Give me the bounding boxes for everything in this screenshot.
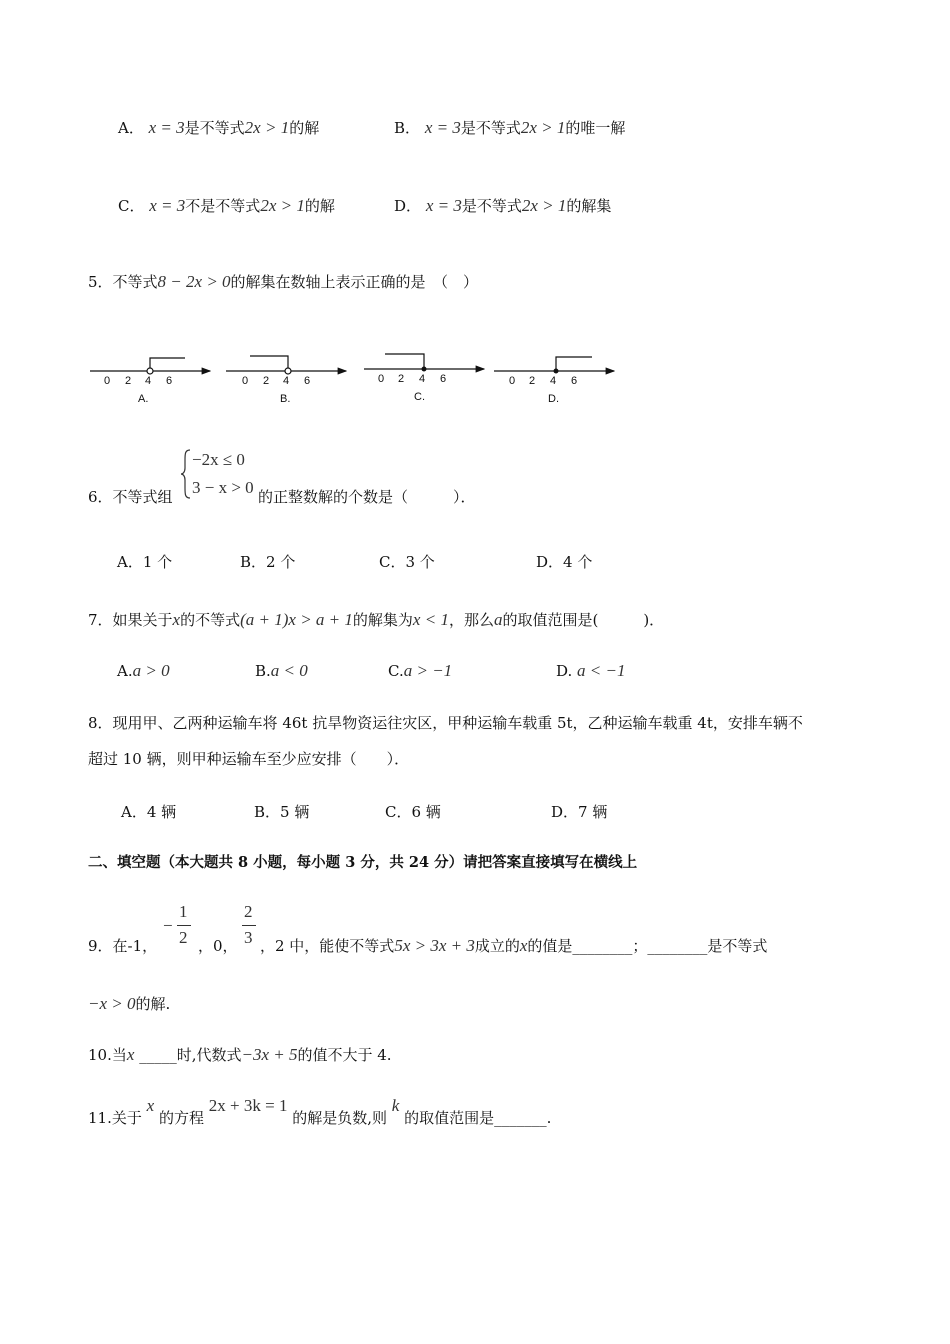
option-text: D．4 个	[536, 553, 593, 571]
option-text: C．3 个	[379, 553, 435, 571]
line-caption: A.	[138, 393, 149, 405]
fraction-numerator: 1	[179, 902, 188, 921]
closed-dot	[554, 369, 559, 374]
q8-option-c	[385, 802, 441, 822]
question-text: 5．不等式	[88, 273, 158, 291]
option-label: D．	[394, 197, 422, 215]
math-expr: 5x > 3x + 3	[394, 936, 475, 955]
option-label: D.	[556, 662, 573, 680]
math-expr: x = 3	[425, 196, 462, 215]
option-label: A．	[118, 119, 144, 137]
q9-stem-start	[88, 936, 157, 956]
question-text: 的取值范围是( )．	[502, 611, 665, 629]
tick-label: 4	[283, 375, 290, 387]
math-expr: 2x > 1	[244, 118, 290, 137]
fraction-bar	[242, 925, 256, 926]
closed-dot	[422, 367, 427, 372]
math-expr: −2x ≤ 0	[192, 450, 245, 469]
option-text: 不是不等式	[185, 197, 261, 215]
solution-ray	[385, 354, 424, 369]
math-expr: 2x + 3k = 1	[208, 1096, 288, 1115]
math-expr: −3x + 5	[241, 1045, 298, 1064]
math-expr: 3 − x > 0	[192, 478, 254, 497]
tick-label: 0	[104, 375, 111, 387]
line-caption: B.	[280, 393, 291, 405]
q7-option-d	[556, 661, 626, 681]
math-var: a	[493, 610, 503, 629]
tick-label: 4	[145, 375, 152, 387]
section-title	[88, 853, 637, 873]
question-text: 的解集为	[352, 611, 413, 629]
question-text: 的解是负数,则	[292, 1109, 388, 1127]
math-expr: x = 3	[148, 118, 185, 137]
question-text: 6．不等式组	[88, 488, 173, 506]
option-text: D．7 辆	[551, 803, 608, 821]
q9-stem-rest	[260, 936, 767, 956]
q8-stem-line2	[88, 749, 409, 769]
q8-option-a	[121, 802, 176, 822]
q6-system-line2	[192, 478, 254, 498]
math-expr: −x > 0	[88, 994, 136, 1013]
tick-label: 2	[529, 375, 536, 387]
q6-option-a	[117, 552, 172, 572]
question-text: 的解.	[135, 995, 171, 1013]
math-var: x	[126, 1045, 135, 1064]
option-label: C．	[118, 197, 145, 215]
option-text: 的解集	[566, 197, 612, 215]
tick-label: 0	[242, 375, 249, 387]
open-dot	[147, 368, 153, 374]
option-text: 是不等式	[460, 119, 521, 137]
math-var: x	[146, 1096, 155, 1115]
q6-option-d	[536, 552, 592, 572]
tick-label: 6	[440, 373, 447, 385]
math-var: k	[391, 1096, 400, 1115]
q10-stem	[88, 1045, 392, 1065]
q6-system-line1	[192, 450, 245, 470]
math-expr: 8 − 2x > 0	[157, 272, 231, 291]
question-text: 的解集在数轴上表示正确的是 （ ）	[230, 273, 479, 291]
option-label: A.	[117, 662, 133, 680]
question-text: 的正整数解的个数是（ ）．	[258, 488, 476, 506]
math-expr: a < −1	[577, 661, 626, 680]
question-text: 7．如果关于	[88, 611, 173, 629]
q8-option-d	[551, 802, 607, 822]
q4-option-c	[118, 196, 335, 216]
question-text: 的值不大于 4.	[297, 1046, 392, 1064]
solution-ray	[556, 357, 592, 369]
tick-label: 6	[571, 375, 578, 387]
q7-stem	[88, 610, 664, 630]
question-text: 11.关于	[88, 1109, 142, 1127]
q4-option-b	[394, 118, 625, 138]
q4-option-a	[118, 118, 319, 138]
math-expr: a < 0	[270, 661, 308, 680]
option-text: A．1 个	[117, 553, 173, 571]
number-line-d	[494, 357, 614, 405]
option-text: 的唯一解	[565, 119, 626, 137]
q8-stem-line1	[88, 713, 803, 733]
question-text: 的不等式	[180, 611, 241, 629]
q9-stem-mid	[198, 936, 238, 956]
solution-ray	[150, 358, 185, 369]
question-text: _____时,代数式	[139, 1046, 242, 1064]
question-text: 的取值范围是_______.	[404, 1109, 552, 1127]
number-line-b	[226, 356, 346, 405]
section-title-text: 二、填空题（本大题共 8 小题，每小题 3 分，共 24 分）请把答案直接填写在横线上	[88, 854, 638, 871]
q7-option-b	[255, 661, 308, 681]
q6-stem	[88, 487, 173, 507]
option-text: A．4 辆	[121, 803, 177, 821]
open-dot	[285, 368, 291, 374]
q5-number-lines	[0, 350, 950, 410]
question-text: 成立的	[474, 937, 520, 955]
tick-label: 2	[125, 375, 132, 387]
math-expr: 2x > 1	[520, 118, 566, 137]
option-text: 的解	[304, 197, 335, 215]
question-text: ，0，	[198, 937, 238, 955]
math-expr: x = 3	[149, 196, 186, 215]
tick-label: 2	[398, 373, 405, 385]
tick-label: 0	[378, 373, 385, 385]
option-label: B.	[255, 662, 271, 680]
math-expr: a > −1	[403, 661, 453, 680]
math-expr: x < 1	[412, 610, 449, 629]
question-text: ，那么	[448, 611, 494, 629]
math-expr: x = 3	[424, 118, 461, 137]
q8-option-b	[254, 802, 309, 822]
fraction-denominator: 3	[244, 928, 253, 947]
math-expr: 2x > 1	[521, 196, 567, 215]
option-text: B．2 个	[240, 553, 296, 571]
tick-label: 4	[550, 375, 557, 387]
line-caption: D.	[548, 393, 559, 405]
fraction-denominator: 2	[179, 928, 188, 947]
fraction-sign: −	[163, 916, 173, 935]
math-var: x	[519, 936, 528, 955]
tick-label: 6	[304, 375, 311, 387]
option-label: B．	[394, 119, 421, 137]
option-text: C．6 辆	[385, 803, 441, 821]
q11-stem	[88, 1096, 552, 1128]
math-expr: a > 0	[132, 661, 170, 680]
number-line-a	[90, 358, 210, 405]
q7-option-a	[117, 661, 170, 681]
tick-label: 2	[263, 375, 270, 387]
q6-stem-tail	[258, 487, 476, 507]
math-var: x	[172, 610, 181, 629]
number-line-c	[364, 354, 484, 403]
question-text: 9．在-1，	[88, 937, 158, 955]
question-text: 8．现用甲、乙两种运输车将 46t 抗旱物资运往灾区，甲种运输车载重 5t，乙种运输车载重 4t，安排车辆不	[88, 714, 803, 732]
fraction-numerator: 2	[244, 902, 253, 921]
question-text: 10.当	[88, 1046, 127, 1064]
question-text: 超过 10 辆，则甲种运输车至少应安排（ ）．	[88, 750, 410, 768]
math-expr: (a + 1)x > a + 1	[240, 610, 353, 629]
tick-label: 0	[509, 375, 516, 387]
tick-label: 4	[419, 373, 426, 385]
line-caption: C.	[414, 391, 425, 403]
option-text: B．5 辆	[254, 803, 310, 821]
option-text: 的解	[289, 119, 320, 137]
q6-option-c	[379, 552, 435, 572]
question-text: 的值是________；________是不等式	[527, 937, 768, 955]
q5-stem	[88, 272, 478, 292]
option-text: 是不等式	[184, 119, 245, 137]
q6-option-b	[240, 552, 295, 572]
question-text: ，2 中，能使不等式	[260, 937, 395, 955]
q7-option-c	[388, 661, 452, 681]
option-label: C.	[388, 662, 404, 680]
q4-option-d	[394, 196, 611, 216]
question-text: 的方程	[158, 1109, 204, 1127]
q9-stem-line2	[88, 994, 170, 1014]
fraction-bar	[177, 925, 191, 926]
q6-brace	[180, 448, 192, 500]
math-expr: 2x > 1	[260, 196, 305, 215]
solution-ray	[250, 356, 288, 369]
tick-label: 6	[166, 375, 173, 387]
option-text: 是不等式	[461, 197, 522, 215]
